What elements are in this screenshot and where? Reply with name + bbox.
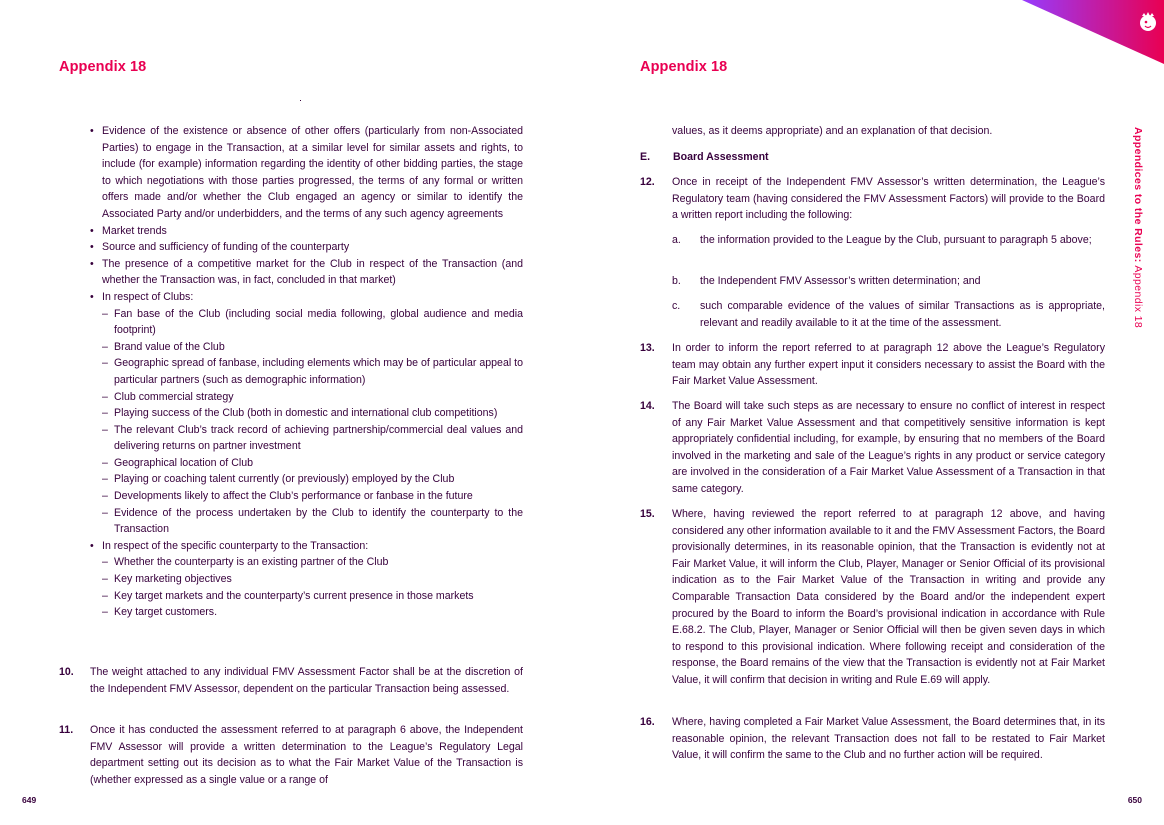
fmv-factor-list	[90, 123, 523, 621]
sub-list-item: – The relevant Club’s track record of achieving partnership/commercial deal values and delivering returns on partner investment	[102, 422, 523, 455]
paragraph-12c	[672, 298, 1105, 331]
item-letter: a.	[672, 234, 681, 246]
list-item: • Source and sufficiency of funding of the counterparty	[90, 239, 523, 256]
item-text: the information provided to the League by the Club, pursuant to paragraph 5 above;	[700, 234, 1092, 246]
list-item: • Market trends	[90, 223, 523, 240]
sub-list-item: – Geographic spread of fanbase, including elements which may be of particular appeal to particular partners (such as demographic information)	[102, 355, 523, 388]
paragraph-text: The weight attached to any individual FMV Assessment Factor shall be at the discretion of the Independent FMV Assessor, dependent on the particular Transaction being assessed.	[90, 666, 523, 695]
section-heading	[640, 149, 769, 166]
paragraph-number: 12.	[640, 176, 655, 188]
section-letter: E.	[640, 151, 651, 163]
paragraph-number: 11.	[59, 724, 74, 736]
sub-list-item: – Key target markets and the counterparty’s current presence in those markets	[102, 588, 523, 605]
paragraph-text: Once in receipt of the Independent FMV Assessor’s written determination, the League’s Regulatory team (having considered the FMV Assessment Factors) will provide to the Board a written report including the following:	[672, 176, 1105, 222]
counterparty-sub-list	[102, 554, 523, 620]
paragraph-11	[59, 722, 523, 788]
page-heading: Appendix 18	[640, 59, 728, 75]
paragraph-12b	[672, 273, 1105, 290]
sidebar-label-bold: Appendices to the Rules:	[1132, 127, 1144, 263]
item-text: such comparable evidence of the values of similar Transactions as is appropriate, relevant and readily available to it at the time of the assessment.	[700, 300, 1105, 329]
paragraph-text: Once it has conducted the assessment referred to at paragraph 6 above, the Independent FMV Assessor will provide a written determination to the League’s Regulatory Legal department setting out its decision as to what the Fair Market Value of the Transaction is (whether expressed as a single value or a range of	[90, 724, 523, 786]
section-title: Board Assessment	[673, 151, 769, 163]
paragraph-number: 10.	[59, 666, 74, 678]
paragraph-number: 14.	[640, 400, 655, 412]
sub-list-item: – Key target customers.	[102, 604, 523, 621]
sub-list-item: – Club commercial strategy	[102, 389, 523, 406]
sidebar-section-label	[1130, 127, 1144, 327]
list-item: • The presence of a competitive market for the Club in respect of the Transaction (and whether the Transaction was, in fact, concluded in that market)	[90, 256, 523, 289]
page-number: 649	[22, 795, 37, 805]
item-text: the Independent FMV Assessor’s written determination; and	[700, 275, 981, 287]
paragraph-14	[640, 398, 1105, 498]
list-item: • In respect of Clubs: – Fan base of the Club (including social media following, global audience and media footprint) – Brand value of the Club – Geographic spread of fanbase, including elements which may be of particular appeal to particular partners (such as demographic information) – Club commercial strategy – Playing success of the Club (both in domestic and international club competitions) – The relevant Club’s track record of achieving partnership/commercial deal values and delivering returns on partner investment – Geographical location of Club – Playing or coaching talent currently (or previously) employed by the Club – Developments likely to affect the Club’s performance or fanbase in the future – Evidence of the process undertaken by the Club to identify the counterparty to the Transaction	[90, 289, 523, 538]
sub-list-item: – Geographical location of Club	[102, 455, 523, 472]
sidebar-label-light: Appendix 18	[1132, 262, 1144, 329]
sub-list-item: – Playing success of the Club (both in domestic and international club competitions)	[102, 405, 523, 422]
paragraph-text: The Board will take such steps as are necessary to ensure no conflict of interest in respect of any Fair Market Value Assessment and that competitively sensitive information is kept appropriately confidential including, for example, by ensuring that no members of the Board involved in the marketing and sale of the League’s rights in any product or service category are involved in the consideration of a Fair Market Value Assessment of a Transaction in that same category.	[672, 400, 1105, 495]
paragraph-12a	[672, 232, 1105, 249]
sub-list-item: – Evidence of the process undertaken by the Club to identify the counterparty to the Transaction	[102, 505, 523, 538]
sub-list-item: – Developments likely to affect the Club’s performance or fanbase in the future	[102, 488, 523, 505]
paragraph-15	[640, 506, 1105, 689]
sub-list-item: – Fan base of the Club (including social media following, global audience and media footprint)	[102, 306, 523, 339]
paragraph-number: 13.	[640, 342, 655, 354]
corner-gradient-banner	[1022, 0, 1164, 64]
item-letter: b.	[672, 275, 681, 287]
sub-list-item: – Key marketing objectives	[102, 571, 523, 588]
club-sub-list	[102, 306, 523, 538]
paragraph-text: In order to inform the report referred to at paragraph 12 above the League’s Regulatory team may obtain any further expert input it considers necessary to assist the Board with the Fair Market Value Assessment.	[672, 342, 1105, 388]
paragraph-number: 16.	[640, 716, 655, 728]
list-item: • Evidence of the existence or absence of other offers (particularly from non-Associated Parties) to engage in the Transaction, at a similar level for similar assets and rights, to include (for example) information regarding the identity of other bidding parties, the stage to which negotiations with those parties progressed, the terms of any formal or written offers made and/or whether the Club engaged an agency or similar to identify the Associated Party and/or underbidders, and the terms of any such agency agreements	[90, 123, 523, 223]
list-item: • In respect of the specific counterparty to the Transaction: – Whether the counterparty is an existing partner of the Club – Key marketing objectives – Key target markets and the counterparty’s current presence in those markets – Key target customers.	[90, 538, 523, 621]
sub-list-item: – Whether the counterparty is an existing partner of the Club	[102, 554, 523, 571]
paragraph-12	[640, 174, 1105, 224]
paragraph-number: 15.	[640, 508, 655, 520]
sub-list-item: – Playing or coaching talent currently (or previously) employed by the Club	[102, 471, 523, 488]
page-number: 650	[1127, 795, 1142, 805]
sub-list-item: – Brand value of the Club	[102, 339, 523, 356]
continuation-text: values, as it deems appropriate) and an explanation of that decision.	[672, 125, 993, 137]
paragraph-text: Where, having reviewed the report referred to at paragraph 12 above, and having considered any other information available to it and the FMV Assessment Factors, the Board provisionally determines, in its reasonable opinion, that the Transaction is evidently not at Fair Market Value, it will inform the Club, Player, Manager or Senior Official of its provisional indication as to the Fair Market Value of the Transaction in writing and provide any Comparable Transaction Data considered by the Board and/or the independent expert procured by the Board to inform the Board’s provisional indication in accordance with Rule E.68.2. The Club, Player, Manager or Senior Official will then be given seven days in which to respond to this provisional indication. Where following receipt and consideration of the response, the Board remains of the view that the Transaction is evidently not at Fair Market Value, it will confirm that decision in writing and Rule E.69 will apply.	[672, 508, 1105, 686]
stray-dot	[300, 100, 301, 101]
paragraph-13	[640, 340, 1105, 390]
paragraph-text: Where, having completed a Fair Market Value Assessment, the Board determines that, in its reasonable opinion, the relevant Transaction does not fall to be restated to Fair Market Value, it will confirm the same to the Club and no further action will be required.	[672, 716, 1105, 762]
right-page	[582, 0, 1164, 825]
page-heading: Appendix 18	[59, 59, 147, 75]
paragraph-16	[640, 714, 1105, 764]
paragraph-10	[59, 664, 523, 697]
item-letter: c.	[672, 300, 681, 312]
